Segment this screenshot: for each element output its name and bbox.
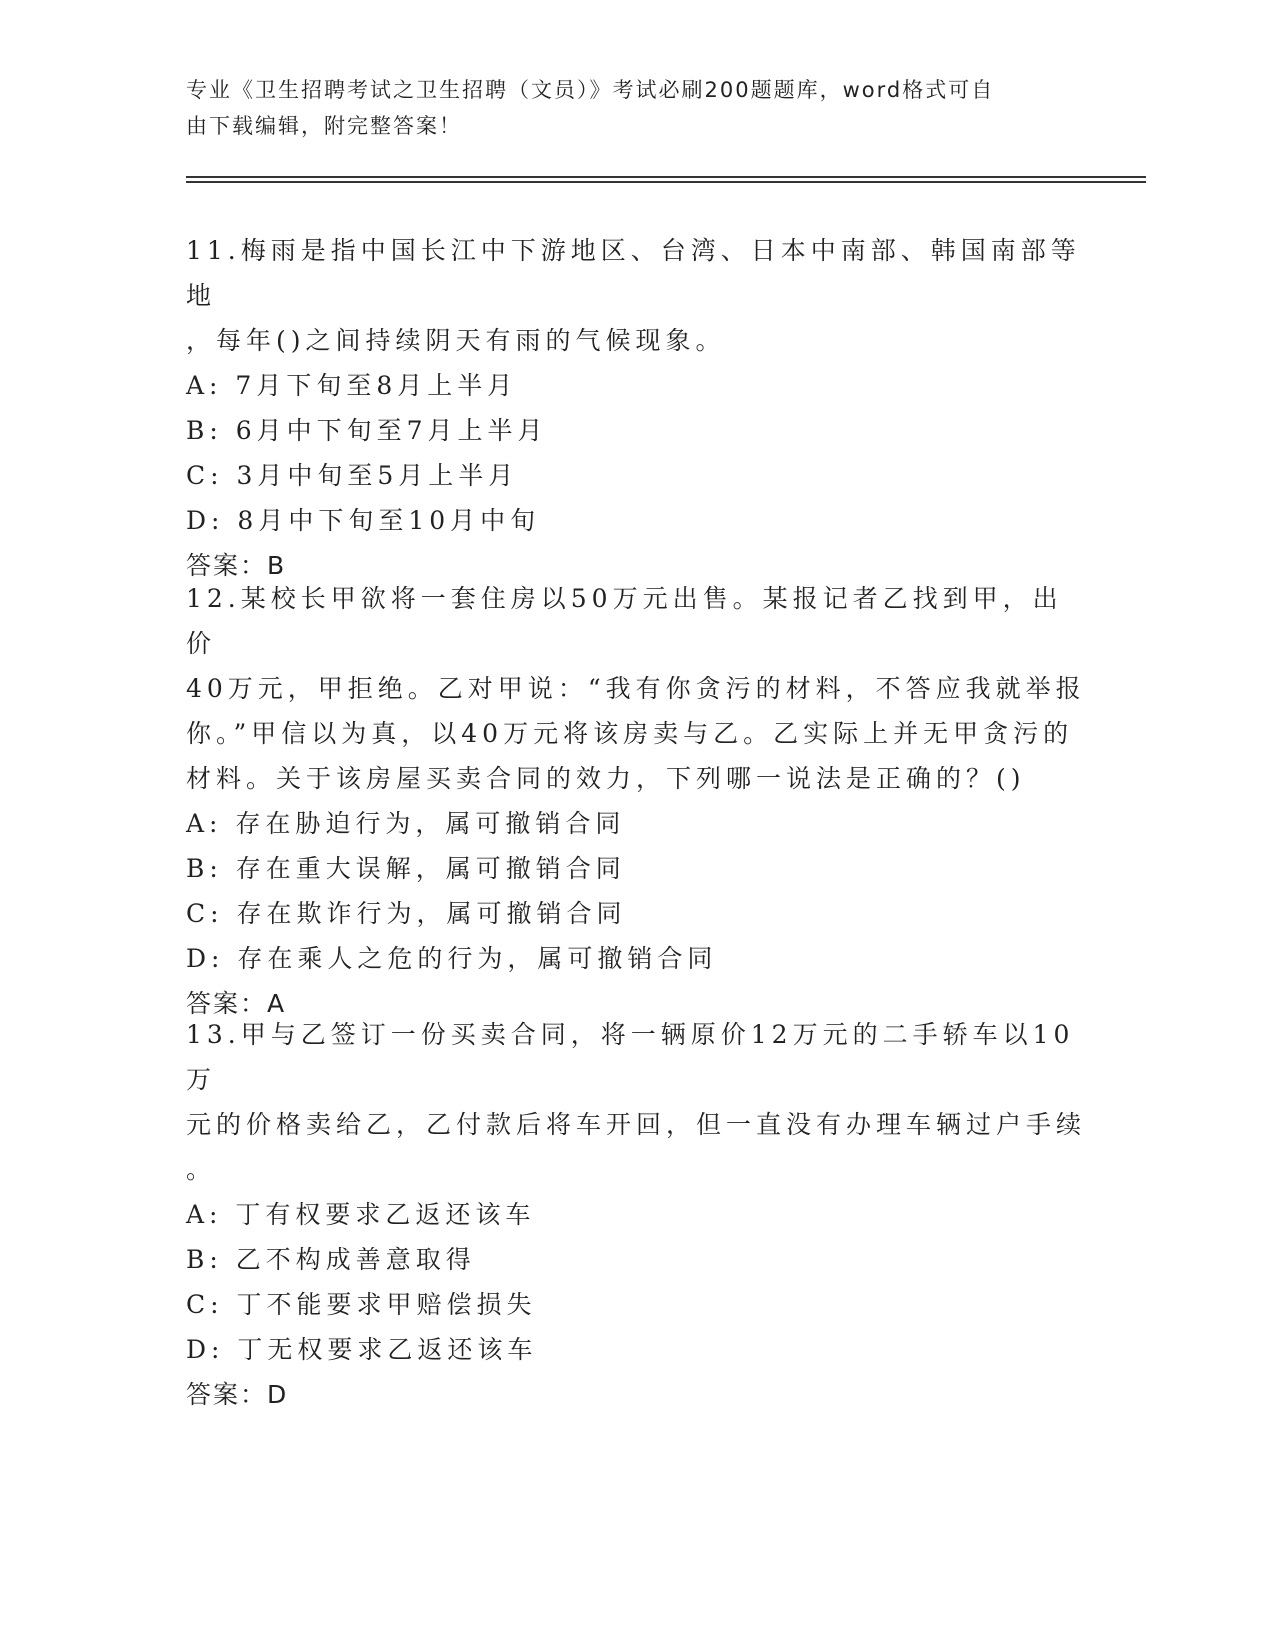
option-d: D: 存在乘人之危的行为，属可撤销合同 [186, 944, 718, 973]
option-d: D: 8月中下旬至10月中旬 [186, 506, 541, 535]
option-b: B: 存在重大误解，属可撤销合同 [186, 854, 626, 883]
document-header [186, 72, 1066, 144]
option-a: A: 存在胁迫行为，属可撤销合同 [186, 809, 626, 838]
question-11 [186, 228, 1086, 589]
header-divider-top [186, 176, 1146, 178]
question-13 [186, 1012, 1086, 1418]
option-b: B: 乙不构成善意取得 [186, 1245, 476, 1274]
question-12 [186, 576, 1086, 1027]
question-stem: 11.梅雨是指中国长江中下游地区、台湾、日本中南部、韩国南部等地 ，每年()之间持续阴天有雨的气候现象。 [186, 236, 1081, 355]
option-c: C: 存在欺诈行为，属可撤销合同 [186, 899, 627, 928]
option-d: D: 丁无权要求乙返还该车 [186, 1335, 538, 1364]
option-a: A: 丁有权要求乙返还该车 [186, 1200, 536, 1229]
option-c: C: 丁不能要求甲赔偿损失 [186, 1290, 537, 1319]
answer: 答案：A [186, 989, 287, 1018]
header-divider-bottom [186, 181, 1146, 183]
question-stem: 12.某校长甲欲将一套住房以50万元出售。某报记者乙找到甲，出价 40万元，甲拒绝。乙对甲说：“我有你贪污的材料，不答应我就举报 你。”甲信以为真，以40万元将该房卖与乙。乙实际上并无甲贪污的 材料。关于该房屋买卖合同的效力，下列哪一说法是正确的？() [186, 584, 1086, 793]
header-line-1: 专业《卫生招聘考试之卫生招聘（文员）》考试必刷200题题库，word格式可自 [186, 78, 995, 102]
question-stem: 13.甲与乙签订一份买卖合同，将一辆原价12万元的二手轿车以10万 元的价格卖给乙，乙付款后将车开回，但一直没有办理车辆过户手续 。 [186, 1020, 1087, 1184]
answer: 答案：B [186, 551, 287, 580]
option-a: A: 7月下旬至8月上半月 [186, 371, 518, 400]
option-b: B: 6月中下旬至7月上半月 [186, 416, 548, 445]
header-line-2: 由下载编辑，附完整答案！ [186, 114, 462, 138]
option-c: C: 3月中旬至5月上半月 [186, 461, 519, 490]
answer: 答案：D [186, 1380, 289, 1409]
